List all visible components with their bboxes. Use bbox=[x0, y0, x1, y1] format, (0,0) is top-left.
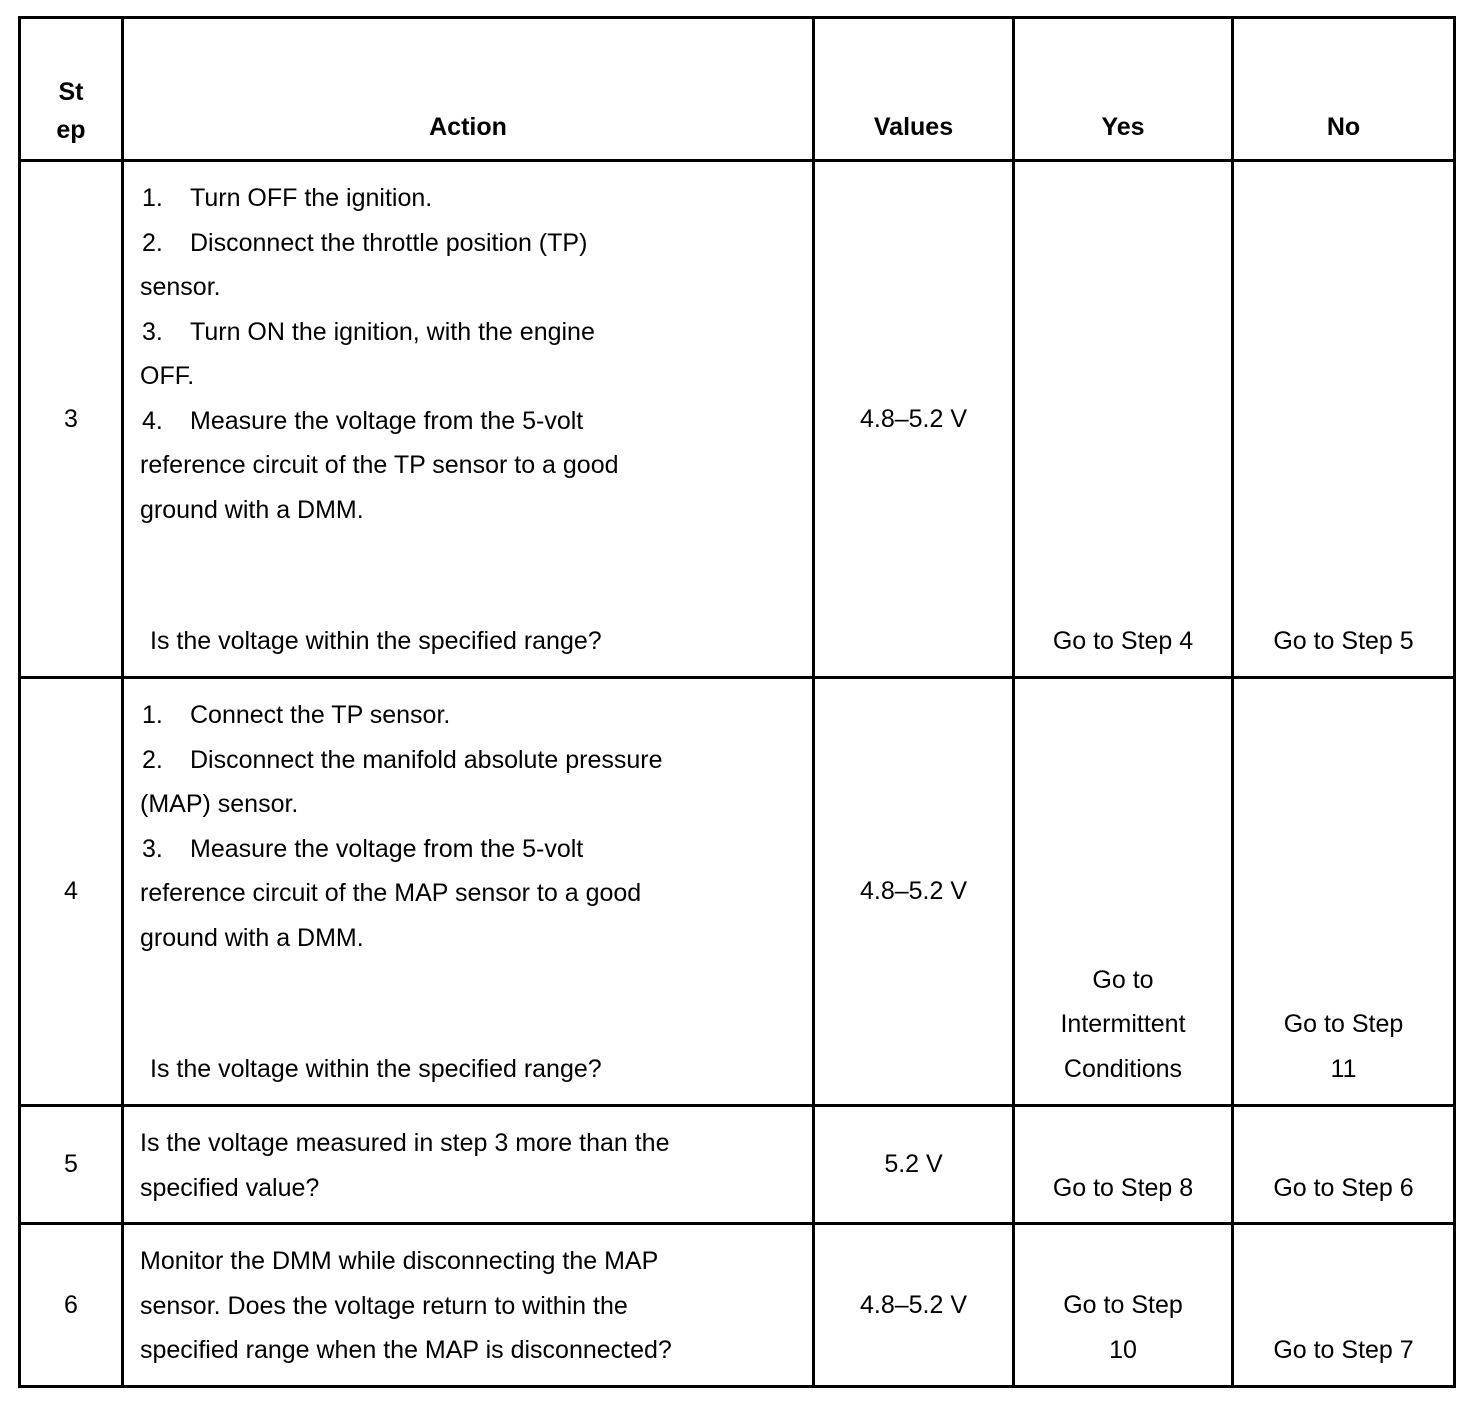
table-row bbox=[20, 1106, 1455, 1224]
step-cell: 5 bbox=[20, 1106, 123, 1224]
action-line: reference circuit of the MAP sensor to a good bbox=[140, 879, 642, 907]
value-cell: 4.8–5.2 V bbox=[814, 1224, 1014, 1387]
action-line: 3. Measure the voltage from the 5-volt bbox=[140, 827, 802, 872]
no-cell: Go to Step 6 bbox=[1233, 1106, 1455, 1224]
yes-cell: Go to Step 10 bbox=[1014, 1224, 1233, 1387]
action-cell bbox=[123, 678, 814, 1106]
no-cell: Go to Step 7 bbox=[1233, 1224, 1455, 1387]
action-cell bbox=[123, 161, 814, 678]
list-number: 4. bbox=[142, 406, 163, 435]
step-cell: 3 bbox=[20, 161, 123, 678]
action-line: ground with a DMM. bbox=[140, 923, 364, 952]
step-cell: 6 bbox=[20, 1224, 123, 1387]
question-text: Is the voltage within the specified range? bbox=[150, 626, 602, 655]
value-cell: 5.2 V bbox=[814, 1106, 1014, 1224]
yes-cell: Go to Step 8 bbox=[1014, 1106, 1233, 1224]
action-line: 2. Disconnect the throttle position (TP) bbox=[140, 221, 802, 266]
list-number: 1. bbox=[142, 184, 163, 212]
value-cell: 4.8–5.2 V bbox=[814, 678, 1014, 1106]
action-cell bbox=[123, 1224, 814, 1387]
action-line: 3. Turn ON the ignition, with the engine bbox=[140, 310, 802, 355]
no-cell: Go to Step 5 bbox=[1233, 161, 1455, 678]
header-action: Action bbox=[123, 18, 814, 161]
list-number: 3. bbox=[142, 834, 163, 863]
action-line: ground with a DMM. bbox=[140, 495, 364, 524]
action-line: 1. Turn OFF the ignition. bbox=[140, 176, 802, 221]
table-row bbox=[20, 1224, 1455, 1387]
list-number: 2. bbox=[142, 228, 163, 257]
no-cell: Go to Step 11 bbox=[1233, 678, 1455, 1106]
yes-cell: Go to Step 4 bbox=[1014, 161, 1233, 678]
header-row bbox=[20, 18, 1455, 161]
action-line: sensor. Does the voltage return to within the bbox=[140, 1291, 628, 1320]
yes-cell: Go to Intermittent Conditions bbox=[1014, 678, 1233, 1106]
action-line: 2. Disconnect the manifold absolute pressure bbox=[140, 738, 802, 783]
question-text: Is the voltage within the specified range? bbox=[150, 1054, 602, 1083]
table-row bbox=[20, 678, 1455, 1106]
list-number: 2. bbox=[142, 745, 163, 774]
action-line: Is the voltage measured in step 3 more than the bbox=[140, 1129, 670, 1157]
step-cell: 4 bbox=[20, 678, 123, 1106]
action-line: sensor. bbox=[140, 273, 221, 301]
action-line: specified range when the MAP is disconnected? bbox=[140, 1336, 672, 1364]
list-number: 3. bbox=[142, 317, 163, 346]
action-cell bbox=[123, 1106, 814, 1224]
value-cell: 4.8–5.2 V bbox=[814, 161, 1014, 678]
action-line: (MAP) sensor. bbox=[140, 790, 299, 818]
action-line: Monitor the DMM while disconnecting the MAP bbox=[140, 1247, 659, 1275]
table-row bbox=[20, 161, 1455, 678]
action-line: 1. Connect the TP sensor. bbox=[140, 693, 802, 738]
header-no: No bbox=[1233, 18, 1455, 161]
header-step: St ep bbox=[20, 18, 123, 161]
header-yes: Yes bbox=[1014, 18, 1233, 161]
diagnostic-table bbox=[18, 16, 1456, 1388]
action-line: OFF. bbox=[140, 362, 195, 390]
list-number: 1. bbox=[142, 701, 163, 729]
action-line: reference circuit of the TP sensor to a good bbox=[140, 451, 619, 479]
header-values: Values bbox=[814, 18, 1014, 161]
action-line: specified value? bbox=[140, 1173, 320, 1202]
action-line: 4. Measure the voltage from the 5-volt bbox=[140, 399, 802, 444]
